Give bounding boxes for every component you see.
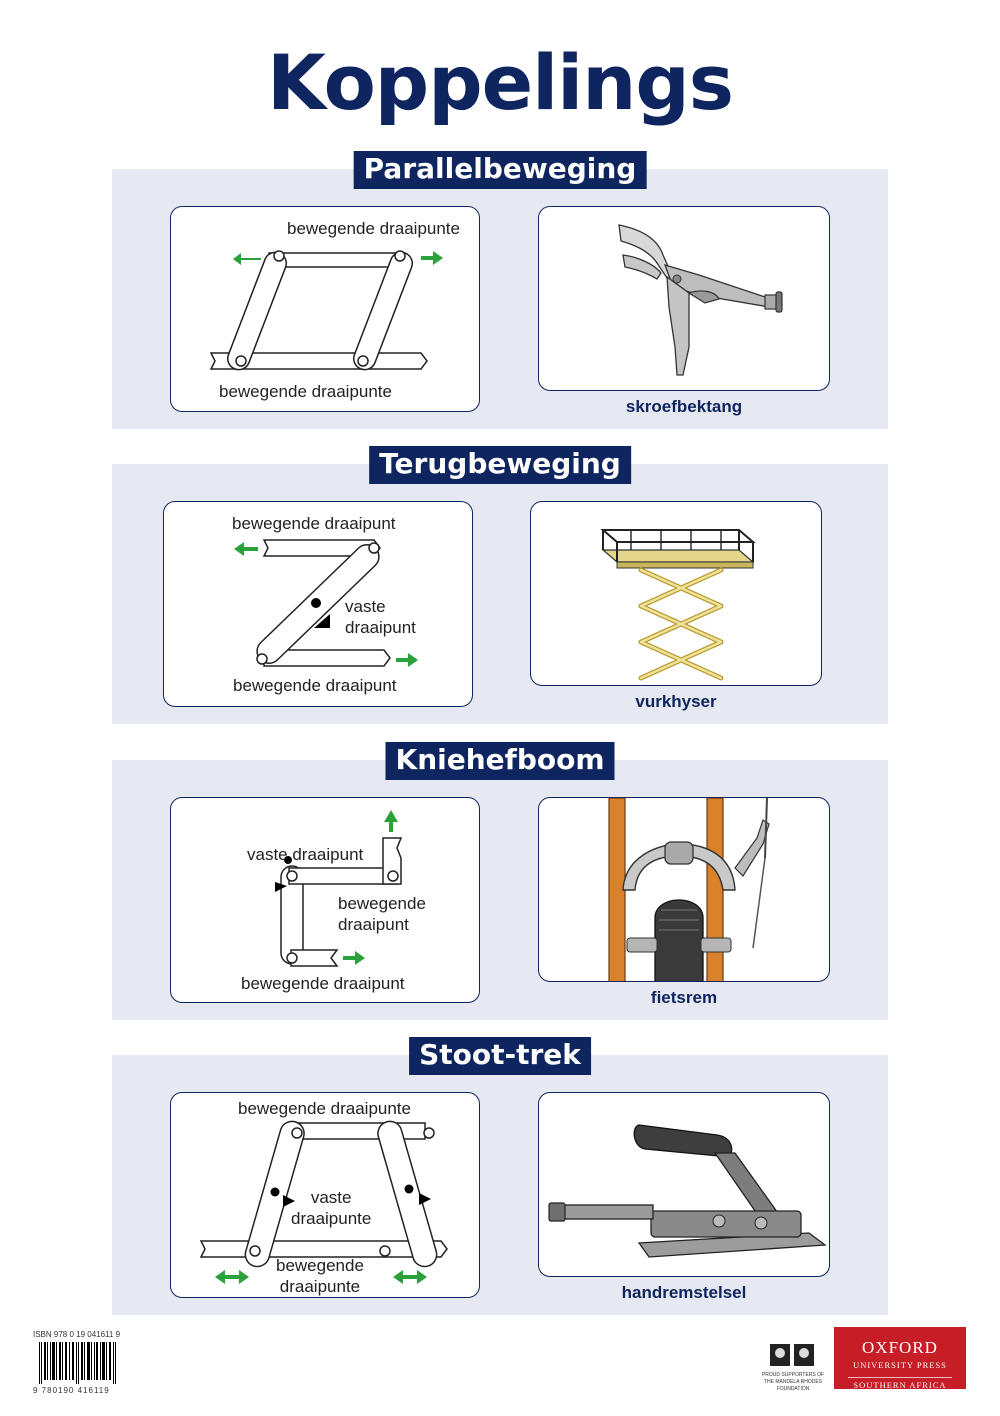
- arrow-left-icon: [233, 253, 261, 265]
- poster-title: Koppelings: [267, 38, 733, 127]
- scissor-lift-illustration: [531, 502, 822, 686]
- diagram-parallel-linkage: [170, 206, 480, 412]
- arrow-up-icon: [384, 810, 398, 832]
- barcode-icon: [39, 1342, 119, 1384]
- diagram-push-pull-linkage: [170, 1092, 480, 1298]
- arrow-right-icon: [343, 951, 365, 965]
- arrow-double-icon: [215, 1270, 249, 1284]
- label-top: bewegende draaipunt: [232, 514, 396, 533]
- label-fixed-pivot: vaste draaipunt: [247, 845, 364, 864]
- bicycle-brake-illustration: [539, 798, 830, 982]
- section-kniehefboom: [112, 743, 888, 1020]
- section-heading: Kniehefboom: [385, 742, 614, 780]
- image-locking-pliers: [538, 206, 830, 391]
- label-fixed-pivots: vaste draaipunte: [291, 1188, 372, 1228]
- portraits-icon: [770, 1344, 814, 1366]
- mandela-rhodes-logo: [758, 1332, 828, 1390]
- section-stoot-trek: [112, 1038, 888, 1315]
- label-moving-pivot: bewegende draaipunt: [338, 894, 426, 934]
- publisher-subtitle: UNIVERSITY PRESS: [853, 1360, 947, 1370]
- locking-pliers-illustration: [539, 207, 830, 391]
- publisher-region: SOUTHERN AFRICA: [848, 1377, 952, 1390]
- section-parallelbeweging: [112, 152, 888, 429]
- mandela-text: PROUD SUPPORTERS OF THE MANDELA RHODES FOUNDATION: [761, 1372, 825, 1392]
- label-top: bewegende draaipunte: [238, 1099, 411, 1118]
- publisher-name: OXFORD: [862, 1338, 938, 1357]
- handbrake-illustration: [539, 1093, 830, 1277]
- label-bottom: bewegende draaipunte: [276, 1256, 364, 1296]
- caption: vurkhyser: [635, 692, 717, 711]
- isbn-text: ISBN 978 0 19 041611 9: [33, 1330, 121, 1339]
- label-bottom: bewegende draaipunte: [219, 382, 392, 401]
- label-fixed-pivot: vaste draaipunt: [345, 597, 416, 637]
- image-handbrake: [538, 1092, 830, 1277]
- caption: handremstelsel: [621, 1283, 747, 1302]
- label-bottom: bewegende draaipunt: [241, 974, 405, 993]
- arrow-right-icon: [421, 251, 443, 265]
- arrow-double-icon: [393, 1270, 427, 1284]
- image-scissor-lift: [530, 501, 822, 686]
- label-top: bewegende draaipunte: [287, 219, 460, 238]
- caption: skroefbektang: [625, 397, 743, 416]
- section-terugbeweging: [112, 447, 888, 724]
- image-bicycle-brake: [538, 797, 830, 982]
- barcode-digits: 9 780190 416119: [33, 1386, 110, 1395]
- section-heading: Parallelbeweging: [354, 151, 647, 189]
- arrow-left-icon: [234, 542, 258, 556]
- arrow-right-icon: [396, 653, 418, 667]
- label-bottom: bewegende draaipunt: [233, 676, 397, 695]
- section-heading: Terugbeweging: [369, 446, 631, 484]
- section-heading: Stoot-trek: [409, 1037, 591, 1075]
- oxford-logo: [834, 1327, 966, 1389]
- caption: fietsrem: [650, 988, 718, 1007]
- diagram-toggle-linkage: [170, 797, 480, 1003]
- diagram-reverse-linkage: [163, 501, 473, 707]
